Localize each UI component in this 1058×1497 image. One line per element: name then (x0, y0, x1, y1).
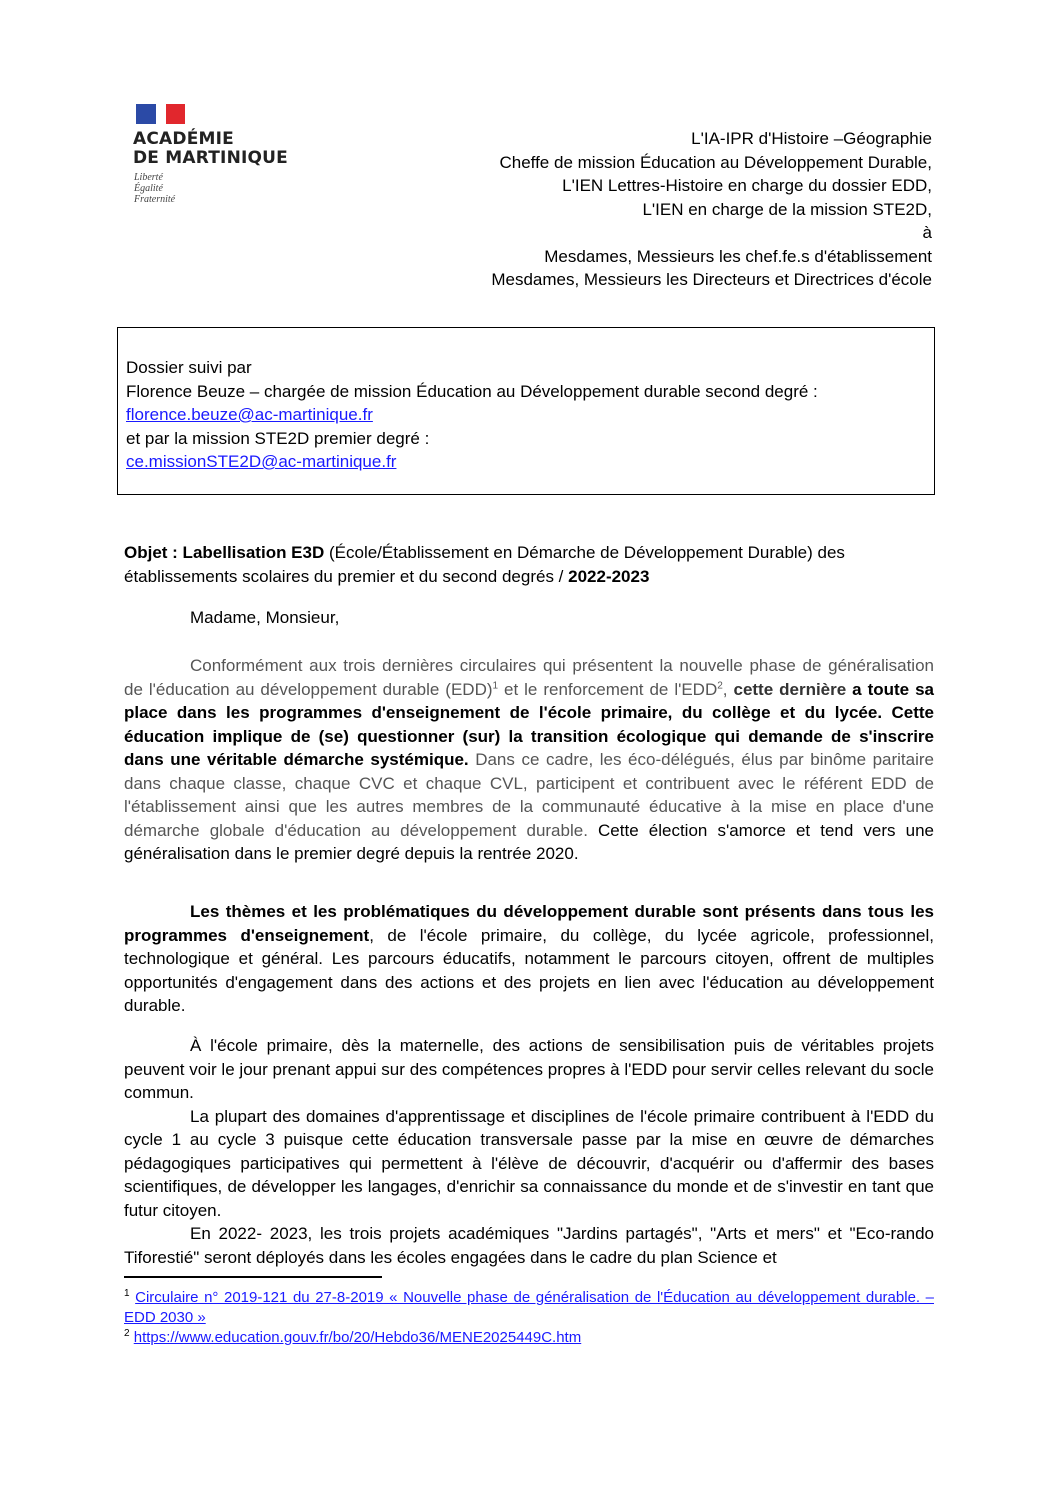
recipient-line: L'IA-IPR d'Histoire –Géographie (691, 129, 932, 148)
logo-title (133, 130, 288, 168)
paragraph-4: La plupart des domaines d'apprentissage et disciplines de l'école primaire contribuent à l'EDD du cycle 1 au cycle 3 puisque cette éducation transversale passe par la mise en œuvre de démarches pédagogiques participatives qui permettent à l'élève de découvrir, d'acquérir ou d'affermir des bases scientifiques, de développer les langages, d'enrichir sa connaissance du monde et de s'investir en tant que futur citoyen. (124, 1106, 934, 1220)
marianne-flag-icon (136, 104, 184, 124)
recipients-block (491, 127, 932, 292)
motto-fraternite: Fraternité (134, 194, 176, 205)
footnote-2-link[interactable]: https://www.education.gouv.fr/bo/20/Hebdo36/MENE2025449C.htm (133, 1329, 582, 1346)
footnote-ref-2[interactable]: 2 (717, 679, 723, 691)
object-year: 2022-2023 (568, 566, 650, 586)
motto-liberte: Liberté (134, 172, 163, 183)
motto-egalite: Égalité (134, 183, 163, 194)
footnote-1: $^1$ Circulaire n° 2019-121 du 27-8-2019 « Nouvelle phase de généralisation de l'Éducation au développement durable. – EDD 2030 » (124, 1288, 934, 1326)
object-label: Objet : Labellisation E3D (124, 543, 325, 562)
object-line (124, 541, 934, 588)
contact-heading: Dossier suivi par (126, 358, 252, 377)
paragraph-5: En 2022- 2023, les trois projets académiques "Jardins partagés", "Arts et mers" et "Eco-rando Tiforestié" seront déployés dans les écoles engagées dans le cadre du plan Science et (124, 1224, 934, 1267)
footnote-ref-1[interactable]: 1 (492, 679, 499, 691)
recipient-line: Cheffe de mission Éducation au Développement Durable, (499, 152, 932, 172)
contact-person: Florence Beuze – chargée de mission Éducation au Développement durable second degré : (126, 381, 818, 401)
footnote-separator (124, 1276, 382, 1278)
footnotes (124, 1288, 934, 1348)
recipient-line: à (922, 223, 932, 242)
logo-title-line1: ACADÉMIE (133, 129, 234, 149)
contact-box (117, 327, 935, 495)
footnote-2: $^2$ https://www.education.gouv.fr/bo/20/Hebdo36/MENE2025449C.htm (124, 1328, 582, 1346)
salutation: Madame, Monsieur, (190, 608, 340, 627)
object-text: (École/Établissement en Démarche de Développement Durable) des établissements scolaires du premier et du second degrés / (124, 543, 845, 586)
paragraph-2: Les thèmes et les problématiques du développement durable sont présents dans tous les programmes d'enseignement, de l'école primaire, du collège, du lycée agricole, professionnel, technologique et général. Les parcours éducatifs, notamment le parcours citoyen, offrent de multiples opportunités d'engagement dans des actions et des projets en lien avec l'éducation au développement durable. (124, 902, 934, 1015)
logo-title-line2: DE MARTINIQUE (133, 148, 288, 168)
academie-logo (128, 96, 308, 216)
logo-motto (134, 172, 175, 205)
email-link-beuze[interactable]: florence.beuze@ac-martinique.fr (126, 405, 373, 424)
recipient-line: Mesdames, Messieurs les chef.fe.s d'établissement (544, 246, 932, 266)
recipient-line: L'IEN Lettres-Histoire en charge du dossier EDD, (562, 176, 932, 195)
recipient-line: Mesdames, Messieurs les Directeurs et Directrices d'école (491, 270, 932, 289)
contact-ste2d: et par la mission STE2D premier degré : (126, 428, 430, 448)
paragraph-3: À l'école primaire, dès la maternelle, des actions de sensibilisation puis de véritables projets peuvent voir le jour prenant appui sur des compétences propres à l'EDD pour servir celles relevant du socle commun. (124, 1036, 934, 1102)
footnote-1-link[interactable]: Circulaire n° 2019-121 du 27-8-2019 « Nouvelle phase de généralisation de l'Éducation au développement durable. – EDD 2030 » (124, 1289, 934, 1326)
primary-school-section (124, 1034, 934, 1269)
paragraph-1: Conformément aux trois dernières circulaires qui présentent la nouvelle phase de généralisation de l'éducation au développement durable (EDD)$^1$ et le renforcement de l'EDD$^2$, cette dernière a toute sa place dans les programmes d'enseignement de l'école primaire, du collège et du lycée. Cette éducation implique de (se) questionner (sur) la transition écologique qui demande de s'inscrire dans une véritable démarche systémique. Dans ce cadre, les éco-délégués, élus par binôme paritaire dans chaque classe, chaque CVC et chaque CVL, participent et contribuent avec le référent EDD de l'établissement ainsi que les autres membres de la communauté éducative à la mise en place d'une démarche globale d'éducation au développement durable. Cette élection s'amorce et tend vers une généralisation dans le premier degré depuis la rentrée 2020. (124, 656, 935, 863)
recipient-line: L'IEN en charge de la mission STE2D, (642, 199, 932, 219)
email-link-ste2d[interactable]: ce.missionSTE2D@ac-martinique.fr (126, 452, 397, 471)
